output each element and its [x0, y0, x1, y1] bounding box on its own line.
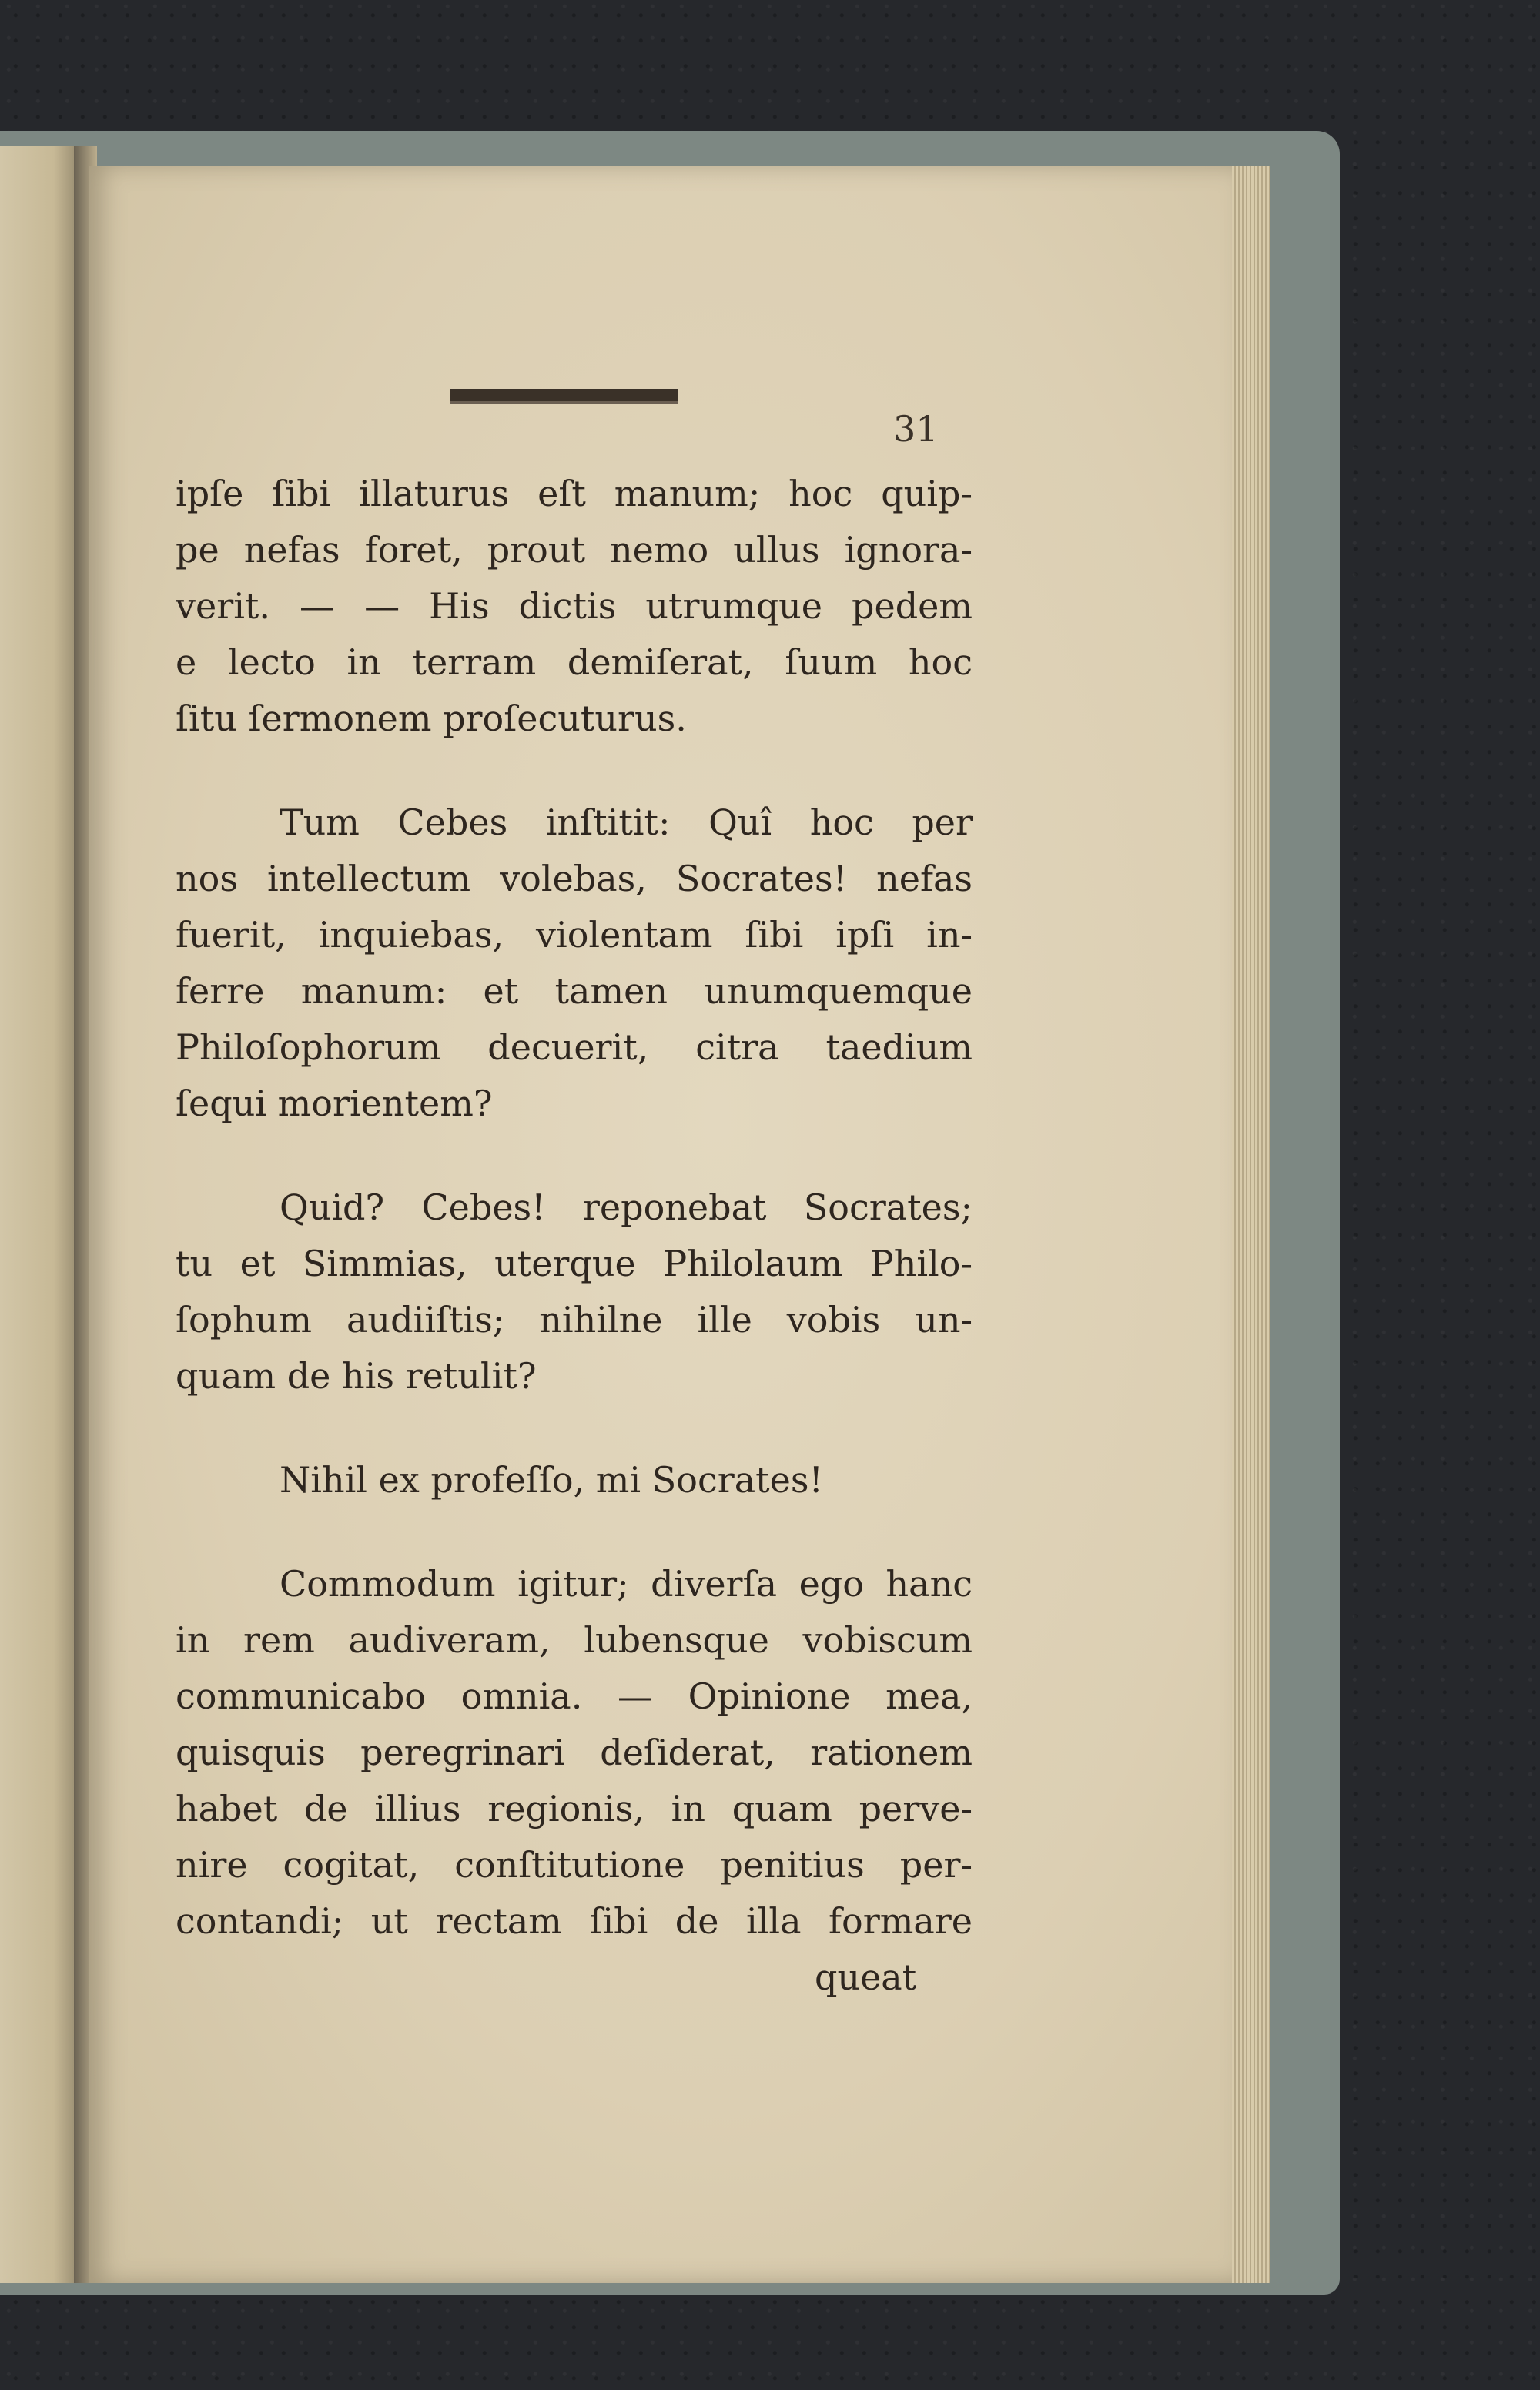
text-line: Commodum igitur; diverſa ego hanc: [280, 1563, 973, 1605]
text-line: tu et Simmias, uterque Philolaum Philo-: [176, 1243, 973, 1284]
text-line: ipſe ſibi illaturus eſt manum; hoc quip-: [176, 473, 973, 514]
text-line: ferre manum: et tamen unumquemque: [176, 970, 973, 1012]
text-line: Philoſophorum decuerit, citra taedium: [176, 1026, 973, 1068]
text-line: contandi; ut rectam ſibi de illa formare: [176, 1900, 973, 1942]
facing-page-edge: [0, 146, 77, 2283]
text-line: in rem audiveram, lubensque vobiscum: [176, 1619, 973, 1661]
text-line: e lecto in terram demiſerat, ſuum hoc: [176, 641, 973, 683]
text-line: nos intellectum volebas, Socrates! nefas: [176, 858, 973, 899]
text-line: pe nefas foret, prout nemo ullus ignora-: [176, 529, 973, 571]
text-line: Nihil ex profeſſo, mi Socrates!: [280, 1459, 823, 1501]
page-number: 31: [893, 408, 939, 450]
text-line: quisquis peregrinari deſiderat, rationem: [176, 1732, 973, 1773]
text-line: quam de his retulit?: [176, 1355, 537, 1397]
text-line: fuerit, inquiebas, violentam ſibi ipſi in-: [176, 914, 973, 956]
text-line: communicabo omnia. — Opinione mea,: [176, 1675, 973, 1717]
text-line: ſequi morientem?: [176, 1083, 493, 1124]
text-line: Quid? Cebes! reponebat Socrates;: [280, 1187, 973, 1228]
header-rule: [450, 389, 678, 404]
text-line: ſophum audiiſtis; nihilne ille vobis un-: [176, 1299, 973, 1341]
page-text: [176, 466, 973, 2006]
text-line: verit. — — His dictis utrumque pedem: [176, 585, 973, 627]
text-line: nire cogitat, conſtitutione penitius per-: [176, 1844, 973, 1886]
text-line: habet de illius regionis, in quam perve-: [176, 1788, 973, 1829]
text-line: Tum Cebes inſtitit: Quî hoc per: [280, 802, 973, 843]
catchword: queat: [815, 1957, 917, 1998]
text-line: ſitu ſermonem proſecuturus.: [176, 698, 687, 739]
